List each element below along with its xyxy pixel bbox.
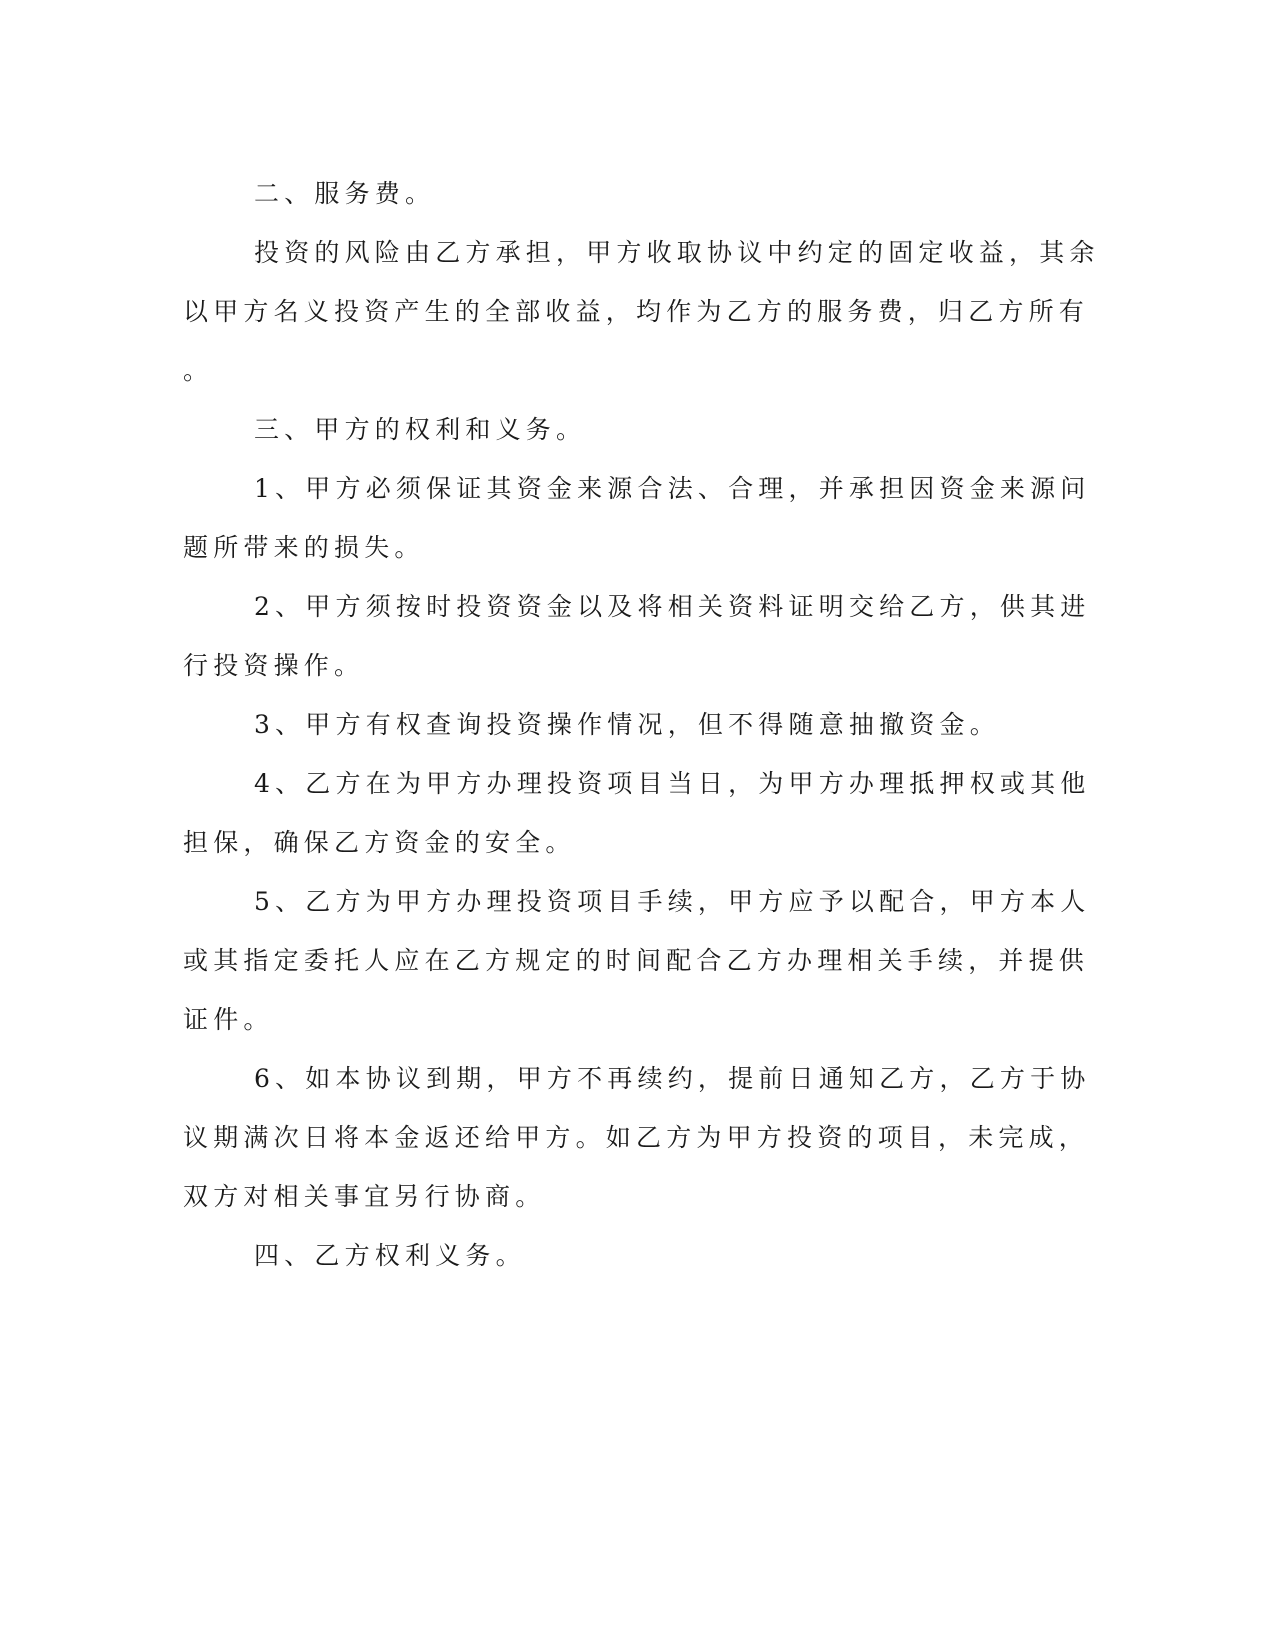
paragraph-item-5	[183, 872, 1091, 1049]
paragraph-item-2	[183, 577, 1091, 695]
paragraph-service-fee-heading	[183, 164, 1043, 223]
paragraph-item-6	[183, 1049, 1091, 1226]
text-line: 5、乙方为甲方办理投资项目手续，甲方应予以配合，甲方本人	[254, 887, 1091, 916]
paragraph-service-fee-body	[183, 223, 1100, 400]
text-line: 三、甲方的权利和义务。	[254, 415, 587, 444]
paragraph-item-3	[183, 695, 1043, 754]
text-line: 。	[183, 356, 214, 385]
paragraph-party-a-rights-heading	[183, 400, 1043, 459]
paragraph-party-b-rights-heading	[183, 1226, 1043, 1285]
text-line: 投资的风险由乙方承担，甲方收取协议中约定的固定收益，其余	[254, 238, 1100, 267]
text-line: 题所带来的损失。	[183, 533, 425, 562]
text-line: 1、甲方必须保证其资金来源合法、合理，并承担因资金来源问	[254, 474, 1091, 503]
text-line: 担保，确保乙方资金的安全。	[183, 828, 576, 857]
text-line: 3、甲方有权查询投资操作情况，但不得随意抽撤资金。	[254, 710, 1000, 739]
text-line: 以甲方名义投资产生的全部收益，均作为乙方的服务费，归乙方所有	[183, 297, 1090, 326]
text-line: 议期满次日将本金返还给甲方。如乙方为甲方投资的项目，未完成，	[183, 1123, 1090, 1152]
text-line: 2、甲方须按时投资资金以及将相关资料证明交给乙方，供其进	[254, 592, 1091, 621]
paragraph-item-1	[183, 459, 1091, 577]
text-line: 二、服务费。	[254, 179, 436, 208]
text-line: 6、如本协议到期，甲方不再续约，提前日通知乙方，乙方于协	[254, 1064, 1091, 1093]
text-line: 行投资操作。	[183, 651, 365, 680]
document-body	[183, 164, 1100, 1285]
text-line: 4、乙方在为甲方办理投资项目当日，为甲方办理抵押权或其他	[254, 769, 1091, 798]
text-line: 四、乙方权利义务。	[254, 1241, 526, 1270]
text-line: 或其指定委托人应在乙方规定的时间配合乙方办理相关手续，并提供	[183, 946, 1090, 975]
text-line: 双方对相关事宜另行协商。	[183, 1182, 546, 1211]
text-line: 证件。	[183, 1005, 274, 1034]
paragraph-item-4	[183, 754, 1091, 872]
